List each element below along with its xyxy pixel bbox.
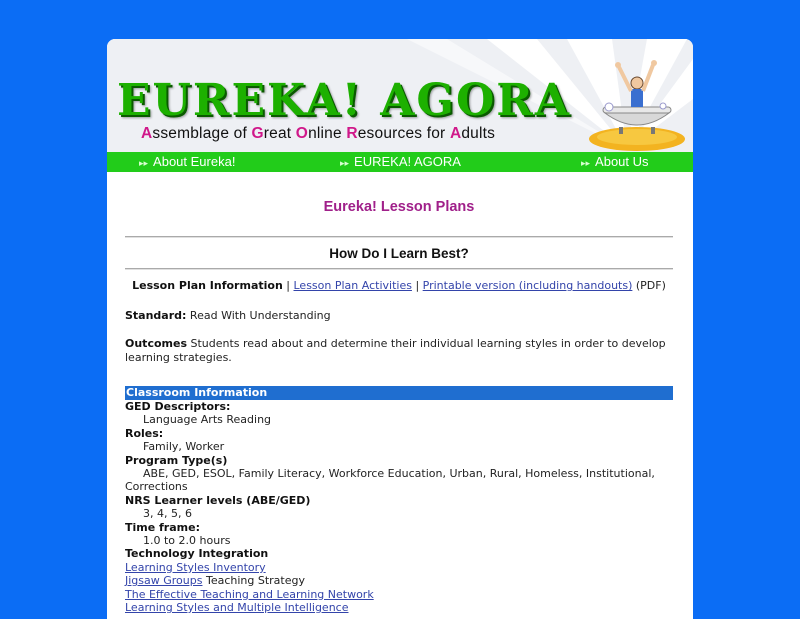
nav-about-us[interactable]: ▸▸ About Us (581, 154, 649, 169)
jigsaw-suffix: Teaching Strategy (202, 574, 305, 588)
nav-about-eureka[interactable]: ▸▸ About Eureka! (139, 154, 236, 169)
lesson-title: How Do I Learn Best? (329, 246, 469, 261)
time-frame-label: Time frame: (125, 520, 200, 534)
learning-styles-mi-link[interactable]: Learning Styles and Multiple Intelligence (125, 601, 349, 615)
ged-descriptors-value: Language Arts Reading (143, 413, 272, 427)
header-banner (107, 39, 693, 152)
nrs-levels-label: NRS Learner levels (ABE/GED) (125, 493, 311, 507)
page-container (107, 39, 693, 619)
nav-arrow-icon: ▸▸ (340, 158, 350, 168)
roles-value: Family, Worker (143, 440, 225, 454)
main-nav-bar (107, 152, 693, 172)
technology-integration-label: Technology Integration (125, 547, 269, 561)
learning-styles-inventory-link[interactable]: Learning Styles Inventory (125, 560, 266, 574)
program-type-value: ABE, GED, ESOL, Family Literacy, Workforce Education, Urban, Rural, Homeless, Institutional, (143, 467, 655, 481)
printable-version-link[interactable]: Printable version (including handouts) (422, 279, 633, 292)
time-frame-value: 1.0 to 2.0 hours (143, 534, 231, 548)
site-logo-subtitle: Assemblage of Great Online Resources for Adults (141, 125, 496, 142)
program-type-value-cont: Corrections (125, 480, 188, 494)
standard-row: Standard: Read With Understanding (125, 309, 331, 322)
ged-descriptors-label: GED Descriptors: (125, 400, 231, 413)
program-type-label: Program Type(s) (125, 453, 228, 467)
nav-arrow-icon: ▸▸ (581, 158, 591, 168)
roles-label: Roles: (125, 426, 164, 440)
site-logo-title: EUREKA! AGORA (117, 75, 571, 126)
nav-eureka-agora[interactable]: ▸▸ EUREKA! AGORA (340, 154, 461, 169)
section-title: Eureka! Lesson Plans (323, 199, 475, 215)
nrs-levels-value: 3, 4, 5, 6 (143, 507, 192, 521)
current-section-label: Lesson Plan Information (132, 279, 283, 292)
outcomes-row: Outcomes Students read about and determine their individual learning styles in order to develop learning strategies. (125, 337, 666, 364)
nav-arrow-icon: ▸▸ (139, 158, 149, 168)
mascot-bathtub-icon (587, 53, 687, 152)
lesson-plan-activities-link[interactable]: Lesson Plan Activities (293, 279, 412, 292)
jigsaw-groups-link[interactable]: Jigsaw Groups (125, 574, 203, 588)
classroom-info-header: Classroom Information (125, 386, 673, 400)
main-content (107, 199, 693, 615)
divider-bottom (125, 268, 673, 270)
lesson-plan-nav: Lesson Plan Information | Lesson Plan Activities | Printable version (including handouts) (PDF) (132, 279, 666, 292)
effective-teaching-network-link[interactable]: The Effective Teaching and Learning Network (125, 587, 374, 601)
